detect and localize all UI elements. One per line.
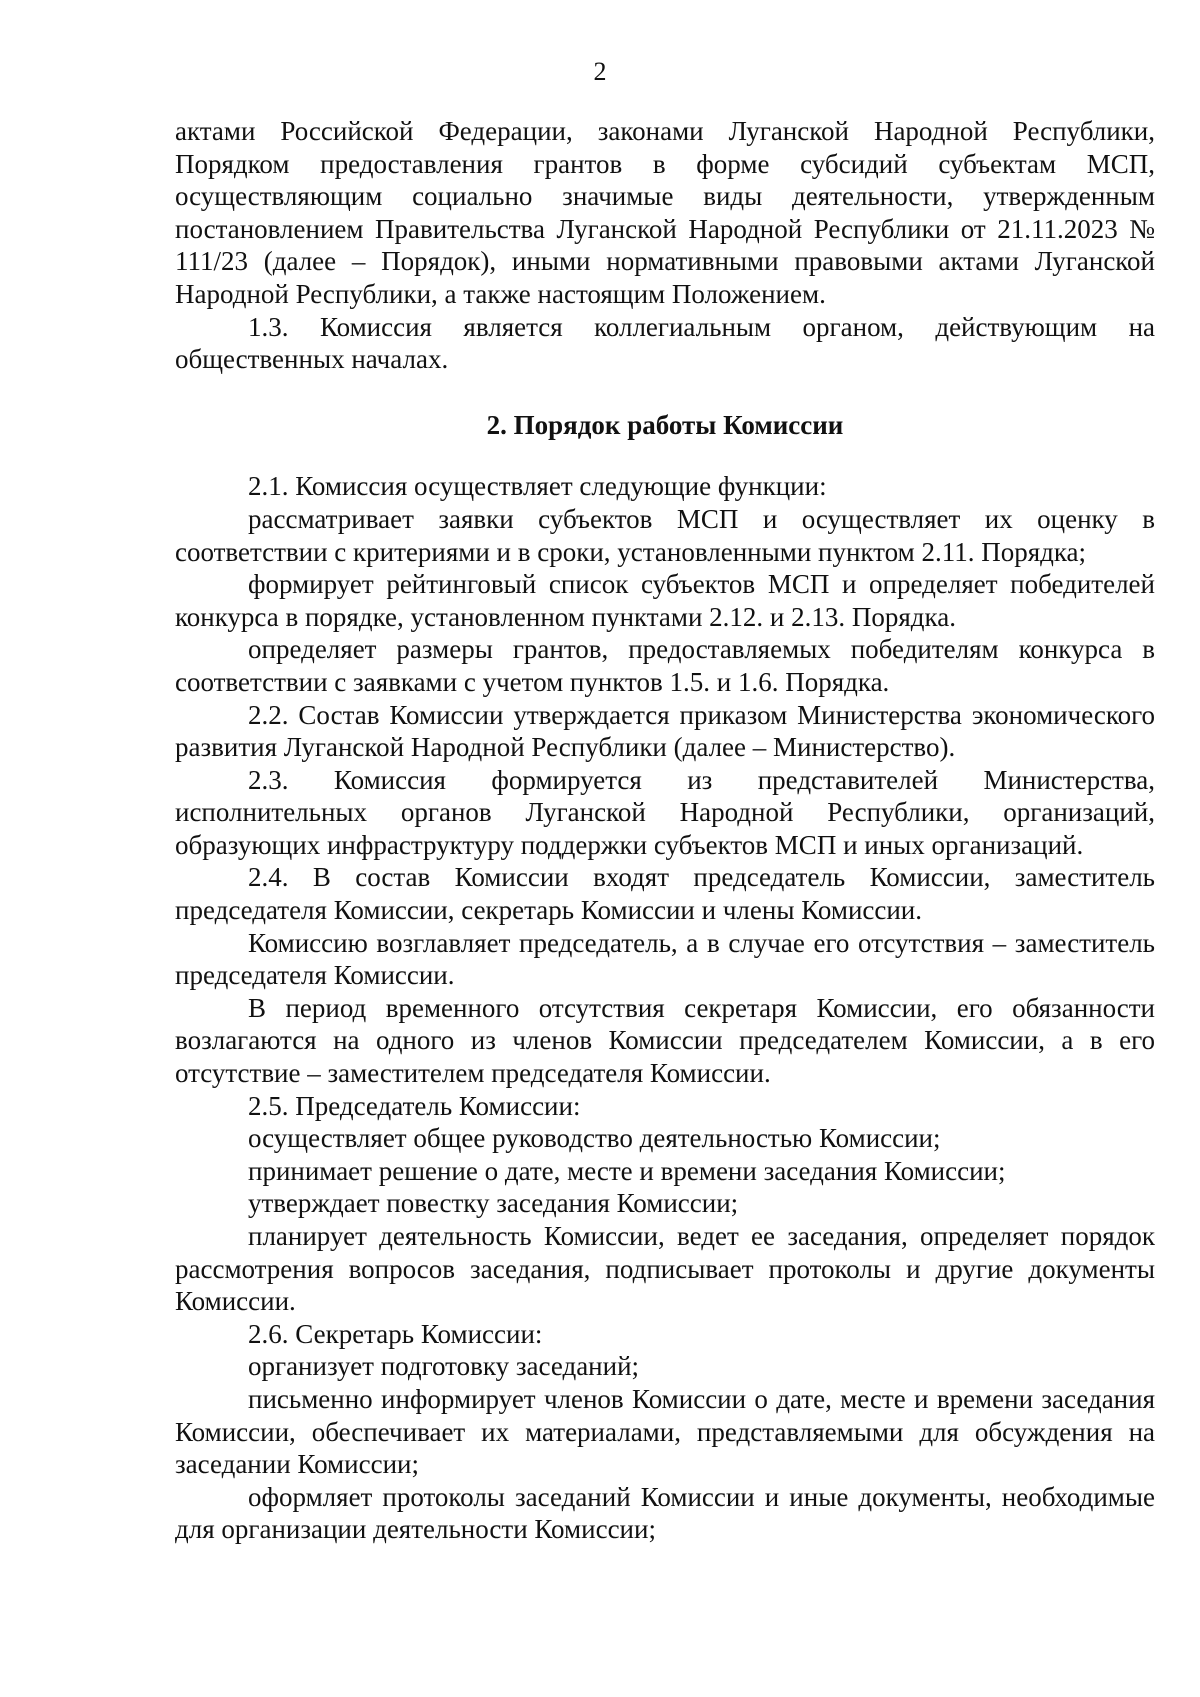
document-body <box>175 115 1155 1546</box>
paragraph-2-6-item-preparation: организует подготовку заседаний; <box>248 1351 640 1382</box>
paragraph-2-6-item-protocols: оформляет протоколы заседаний Комиссии и иные документы, необходимые для организации деятельности Комиссии; <box>175 1481 1155 1545</box>
paragraph-2-4: 2.4. В состав Комиссии входят председатель Комиссии, заместитель председателя Комиссии, секретарь Комиссии и члены Комиссии. <box>175 862 1155 926</box>
paragraph-2-1-item-rating: формирует рейтинговый список субъектов МСП и определяет победителей конкурса в порядке, установленном пунктами 2.12. и 2.13. Порядка. <box>175 569 1155 632</box>
paragraph-2-3: 2.3. Комиссия формируется из представителей Министерства, исполнительных органов Луганской Народной Республики, организаций, образующих инфраструктуру поддержки субъектов МСП и иных организаций. <box>175 764 1155 860</box>
paragraph-2-1: 2.1. Комиссия осуществляет следующие функции: <box>248 471 827 502</box>
section-title: 2. Порядок работы Комиссии <box>486 409 844 440</box>
paragraph-2-5-item-management: осуществляет общее руководство деятельностью Комиссии; <box>248 1123 941 1154</box>
paragraph-2-6: 2.6. Секретарь Комиссии: <box>248 1318 543 1349</box>
paragraph-2-5-item-agenda: утверждает повестку заседания Комиссии; <box>248 1188 739 1219</box>
paragraph-2-6-item-informing: письменно информирует членов Комиссии о дате, месте и времени заседания Комиссии, обеспечивает их материалами, представляемыми для обсуждения на заседании Комиссии; <box>175 1383 1155 1480</box>
paragraph-2-5-item-planning: планирует деятельность Комиссии, ведет ее заседания, определяет порядок рассмотрения вопросов заседания, подписывает протоколы и другие документы Комиссии. <box>175 1221 1155 1317</box>
paragraph-2-4-secretary-absence: В период временного отсутствия секретаря Комиссии, его обязанности возлагаются на одного из членов Комиссии председателем Комиссии, а в его отсутствие – заместителем председателя Комиссии. <box>175 992 1155 1089</box>
paragraph-2-5: 2.5. Председатель Комиссии: <box>248 1090 581 1121</box>
paragraph-2-5-item-decision: принимает решение о дате, месте и времени заседания Комиссии; <box>248 1155 1006 1186</box>
paragraph-2-4-chair: Комиссию возглавляет председатель, а в случае его отсутствия – заместитель председателя Комиссии. <box>175 927 1155 991</box>
page-number: 2 <box>593 57 607 86</box>
paragraph-2-1-item-review: рассматривает заявки субъектов МСП и осуществляет их оценку в соответствии с критериями и в сроки, установленными пунктом 2.11. Порядка; <box>175 503 1155 567</box>
paragraph-2-1-item-grants: определяет размеры грантов, предоставляемых победителям конкурса в соответствии с заявками с учетом пунктов 1.5. и 1.6. Порядка. <box>175 634 1155 697</box>
paragraph-legal-basis-continuation: актами Российской Федерации, законами Луганской Народной Республики, Порядком предоставления грантов в форме субсидий субъектам МСП, осуществляющим социально значимые виды деятельности, утвержденным постановлением Правительства Луганской Народной Республики от 21.11.2023 № 111/23 (далее – Порядок), иными нормативными правовыми актами Луганской Народной Республики, а также настоящим Положением. <box>175 116 1155 309</box>
paragraph-2-2: 2.2. Состав Комиссии утверждается приказом Министерства экономического развития Луганской Народной Республики (далее – Министерство). <box>175 699 1155 763</box>
paragraph-1-3: 1.3. Комиссия является коллегиальным органом, действующим на общественных началах. <box>175 311 1155 375</box>
